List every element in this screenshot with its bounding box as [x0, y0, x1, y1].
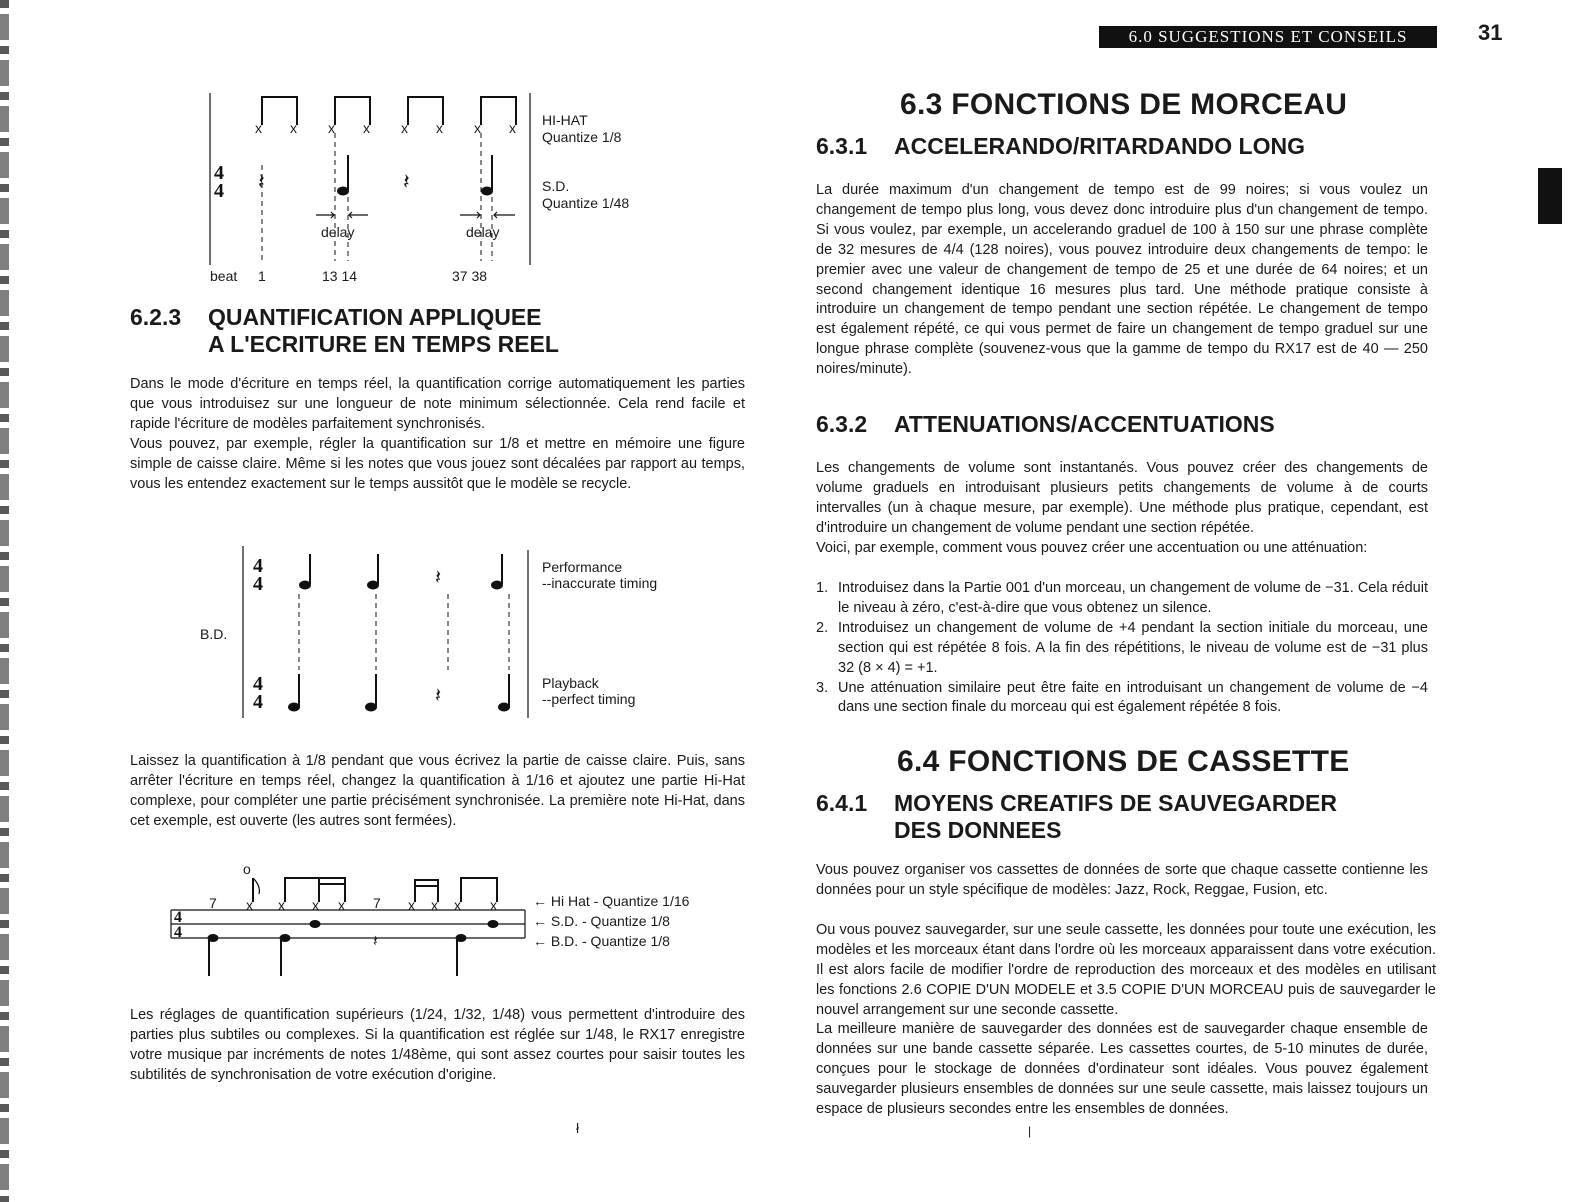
x-head: x [401, 120, 408, 136]
x-head: x [431, 897, 438, 913]
section-641-heading [816, 790, 1337, 844]
delay-arrow-2 [460, 212, 515, 218]
section-title: FONCTIONS DE MORCEAU [951, 88, 1348, 121]
step-text: Une atténuation similaire peut être faite en introduisant un changement de volume de −4 dans une section finale du morceau qui est également répétée 8 fois. [838, 679, 1428, 716]
time-sig-bottom: 4 [253, 691, 263, 713]
rest-symbol: 𝄽 [435, 685, 442, 707]
step-number: 2. [816, 619, 829, 636]
rest-symbol: 𝄽 [403, 169, 410, 194]
figure-quantize-per-instrument [165, 858, 725, 983]
rest-symbol: 𝄽 [258, 169, 265, 194]
paragraph: Vous pouvez, par exemple, régler la quantification sur 1/8 et mettre en mémoire une figure simple de caisse claire. Même si les notes que vous jouez sont décalées par rapport au temps, vous les entendez exactement sur le temps aussitôt que le modèle se recycle. [130, 436, 745, 492]
section-632-heading [816, 411, 1275, 438]
sd-label: S.D. [542, 178, 570, 194]
paragraph: Les réglages de quantification supérieurs (1/24, 1/32, 1/48) vous permettent d'introduire des parties plus subtiles ou complexes. Si la quantification est réglée sur 1/48, le RX17 enregistre votre musique par incréments de notes 1/48ème, qui sont assez courtes pour saisir toutes les subtilités de synchronisation de votre exécution d'origine. [130, 1007, 745, 1083]
list-item [816, 619, 1428, 679]
snare-head-2 [481, 187, 493, 196]
x-head: x [338, 897, 345, 913]
sd-quantize-label: ← S.D. - Quantize 1/8 [533, 913, 670, 929]
step-text: Introduisez un changement de volume de +4 pendant la section initiale du morceau, une section qui est répétée 8 fois. A la fin des répétitions, le niveau de volume est de −31 plus 32 (8 × 4) = +1. [838, 619, 1428, 676]
perf-note-head [491, 581, 503, 590]
snare-head-1 [337, 187, 349, 196]
section-thumb-tab [1538, 168, 1562, 224]
bd-quantize-label: ← B.D. - Quantize 1/8 [533, 933, 670, 949]
time-sig-bottom: 4 [174, 924, 182, 941]
x-head: x [490, 897, 497, 913]
rest-symbol: 𝄽 [435, 567, 442, 589]
hihat-quantize-label: ← Hi Hat - Quantize 1/16 [533, 893, 690, 909]
section-number: 6.3 [900, 88, 943, 121]
x-head: x [255, 120, 262, 136]
delay-label-1: delay [321, 224, 355, 240]
section-number: 6.2.3 [130, 304, 182, 330]
steps-list [816, 579, 1428, 718]
beat-label: beat [210, 268, 238, 284]
section-title: QUANTIFICATION APPLIQUEE [208, 304, 542, 330]
x-head: x [328, 120, 335, 136]
beat-number-3: 37 38 [452, 268, 488, 284]
rest-symbol: 7 [209, 895, 217, 911]
section-64-heading [897, 745, 1350, 779]
perf-note-head [367, 581, 379, 590]
section-title: FONCTIONS DE CASSETTE [948, 745, 1350, 778]
section-title: MOYENS CREATIFS DE SAUVEGARDER [894, 790, 1338, 816]
time-sig-top: 4 [253, 673, 263, 695]
play-note-head [498, 703, 510, 712]
step-number: 1. [816, 580, 829, 596]
time-sig-top: 4 [214, 162, 224, 184]
perf-note-head [299, 581, 311, 590]
figure-performance-playback [195, 542, 695, 724]
section-63-heading [900, 88, 1347, 122]
paragraph: Dans le mode d'écriture en temps réel, la quantification corrige automatiquement les parties que vous introduisez sur une longueur de note minimum sélectionnée. Cela rend facile et rapide l'écriture de modèles parfaitement synchronisés. [130, 376, 745, 432]
hihat-notes [255, 97, 516, 136]
sd-quantize: Quantize 1/48 [542, 195, 630, 211]
x-head: x [246, 897, 253, 913]
open-hihat-mark: o [243, 861, 251, 877]
section-title: ATTENUATIONS/ACCENTUATIONS [894, 411, 1275, 437]
play-note-head [365, 703, 377, 712]
paragraph: La meilleure manière de sauvegarder des données est de sauvegarder chaque ensemble de données sur une bande cassette séparée. Les cassettes courtes, de 5-10 minutes de durée, conçues pour le stockage de données d'ordinateur sont idéales. Vous pouvez également sauvegarder plusieurs ensembles de données sur une seule cassette, mais laissez toujours un espace de plusieurs secondes entre les ensembles de données. [816, 1021, 1428, 1117]
rest-symbol: 𝄽 [373, 933, 378, 950]
page-number: 31 [1478, 20, 1503, 45]
paragraph: Voici, par exemple, comment vous pouvez créer une accentuation ou une atténuation: [816, 540, 1368, 556]
section-number: 6.4.1 [816, 790, 868, 816]
section-number: 6.3.1 [816, 133, 868, 159]
playback-label: Playback [542, 675, 599, 691]
paragraph: Les changements de volume sont instantanés. Vous pouvez créer des changements de volume graduels en introduisant plusieurs petits changements de volume à de courts intervalles (un à chaque mesure, par exemple). Une méthode plus pratique, cependant, est d'introduire un changement de volume pendant une section répétée. [816, 460, 1428, 536]
scan-binding-edge [0, 0, 9, 1202]
hihat-quantize: Quantize 1/8 [542, 129, 622, 145]
x-head: x [454, 897, 461, 913]
step-text: Introduisez dans la Partie 001 d'un morceau, un changement de volume de −31. Cela réduit le niveau à zéro, c'est-à-dire que vous obtenez un silence. [838, 580, 1428, 616]
time-sig-bottom: 4 [214, 180, 224, 202]
x-head: x [436, 120, 443, 136]
x-head: x [408, 897, 415, 913]
scan-mark: ł [576, 1120, 580, 1136]
beat-number-1: 1 [258, 268, 266, 284]
section-banner: 6.0 SUGGESTIONS ET CONSEILS [1099, 26, 1437, 48]
scan-mark: | [1028, 1124, 1032, 1138]
section-623-heading [130, 304, 559, 358]
paragraph: Laissez la quantification à 1/8 pendant que vous écrivez la partie de caisse claire. Puis, sans arrêter l'écriture en temps réel, changez la quantification à 1/16 et ajoutez une partie Hi-Hat complexe, pour compléter une partie précisément synchronisée. La première note Hi-Hat, dans cet exemple, est ouverte (les autres sont fermées). [130, 753, 745, 829]
list-item [816, 579, 1428, 619]
paragraph: La durée maximum d'un changement de tempo est de 99 noires; si vous voulez un changement de tempo plus long, vous devez donc introduire plus d'un changement de tempo. Si vous voulez, par exemple, un accelerando graduel de 100 à 150 sur une phrase complète de 32 mesures de 4/4 (128 noires), vous pouvez introduire deux changements de tempo: le premier avec une valeur de changement de tempo de 25 et une durée de 64 noires; et un second changement identique 16 mesures plus tard. Une méthode pratique consiste à introduire un changement de tempo pendant une section répétée. Le changement de tempo est également répété, ce qui vous permet de faire un changement de tempo graduel sur une longue phrase complète (souvenez-vous que la gamme de tempo du RX17 est de 40 — 250 noires/minute). [816, 182, 1428, 378]
x-head: x [312, 897, 319, 913]
step-number: 3. [816, 679, 829, 696]
x-head: x [278, 897, 285, 913]
x-head: x [474, 120, 481, 136]
delay-label-2: delay [466, 224, 500, 240]
bd-label: B.D. [200, 626, 228, 642]
performance-label: Performance [542, 559, 623, 575]
section-number: 6.3.2 [816, 411, 868, 437]
hihat-label: HI-HAT [542, 112, 588, 128]
delay-arrow-1 [316, 212, 368, 218]
playback-sub: --perfect timing [542, 691, 636, 707]
snare-head [310, 920, 321, 928]
time-sig-top: 4 [253, 555, 263, 577]
rest-symbol: 7 [373, 895, 381, 911]
section-title: ACCELERANDO/RITARDANDO LONG [894, 133, 1306, 159]
section-631-heading [816, 133, 1305, 160]
play-note-head [288, 703, 300, 712]
time-sig-bottom: 4 [253, 573, 263, 595]
x-head: x [290, 120, 297, 136]
snare-head [488, 920, 499, 928]
section-number: 6.4 [897, 745, 940, 778]
paragraph: Ou vous pouvez sauvegarder, sur une seule cassette, les données pour toute une exécution, les modèles et les morceaux étant dans l'ordre où les morceaux apparaissent dans votre exécution. Il est alors facile de modifier l'ordre de reproduction des morceaux et des modèles en utilisant les fonctions 2.6 COPIE D'UN MODELE et 3.5 COPIE D'UN MORCEAU puis de sauvegarder le nouvel arrangement sur une seconde cassette. [816, 922, 1436, 1018]
section-title-line2: DES DONNEES [894, 817, 1062, 843]
beat-number-2: 13 14 [322, 268, 358, 284]
x-head: x [363, 120, 370, 136]
section-title-line2: A L'ECRITURE EN TEMPS REEL [208, 331, 559, 357]
x-head: x [509, 120, 516, 136]
time-sig-top: 4 [174, 909, 182, 926]
performance-sub: --inaccurate timing [542, 575, 658, 591]
paragraph: Vous pouvez organiser vos cassettes de données de sorte que chaque cassette contienne les données pour un style spécifique de modèles: Jazz, Rock, Reggae, Fusion, etc. [816, 862, 1428, 898]
figure-hihat-sd-quantize [200, 85, 670, 290]
list-item [816, 679, 1428, 719]
